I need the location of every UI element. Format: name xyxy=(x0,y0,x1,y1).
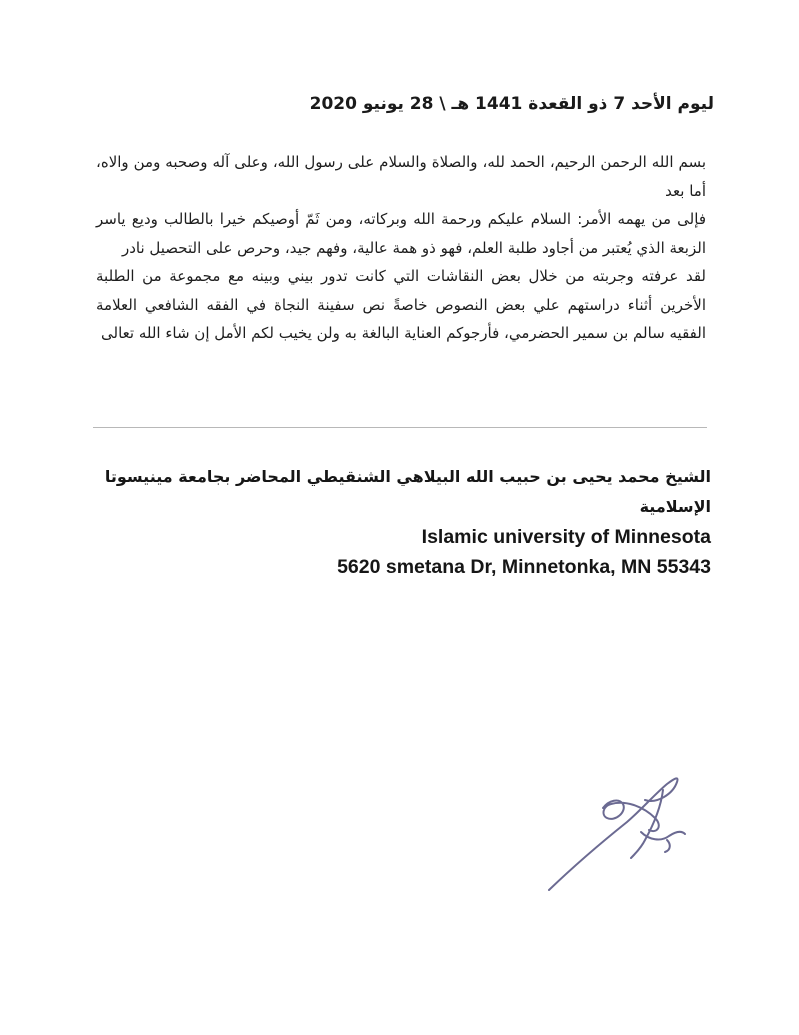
date-line: ليوم الأحد 7 ذو القعدة 1441 هـ \ 28 يونيو 2020 xyxy=(309,94,714,114)
handwritten-signature xyxy=(545,770,715,895)
signature-stroke-main xyxy=(549,778,678,890)
signature-stroke-loop xyxy=(603,801,659,832)
signature-block xyxy=(71,462,711,582)
recommendation-paragraph: فإلى من يهمه الأمر: السلام عليكم ورحمة الله وبركاته، ومن ثَمّ أوصيكم خيرا بالطالب وديع ياسر الزبعة الذي يُعتبر من أجاود طلبة العلم، فهو ذو همة عالية، وفهم جيد، وحرص على التحصيل نادر xyxy=(96,210,706,257)
letter-body xyxy=(96,148,706,348)
horizontal-divider xyxy=(93,427,707,428)
signature-stroke-flourish xyxy=(665,840,670,852)
experience-paragraph: لقد عرفته وجربته من خلال بعض النقاشات التي كانت تدور بيني وبينه مع مجموعة من الطلبة الأخرين أثناء دراستهم علي بعض النصوص خاصةً نص سفينة النجاة في الفقه الشافعي العلامة الفقيه سالم بن سمير الحضرمي، فأرجوكم العناية البالغة به ولن يخيب لكم الأمل إن شاء الله تعالى xyxy=(96,267,706,342)
university-name: Islamic university of Minnesota xyxy=(421,526,711,548)
opening-paragraph: بسم الله الرحمن الرحيم، الحمد لله، والصلاة والسلام على رسول الله، وعلى آله وصحبه ومن والاه، أما بعد xyxy=(96,153,706,200)
signatory-name: الشيخ محمد يحيى بن حبيب الله البيلاهي الشنقيطي المحاضر بجامعة مينيسوتا الإسلامية xyxy=(104,467,711,516)
university-address: 5620 smetana Dr, Minnetonka, MN 55343 xyxy=(337,556,711,578)
